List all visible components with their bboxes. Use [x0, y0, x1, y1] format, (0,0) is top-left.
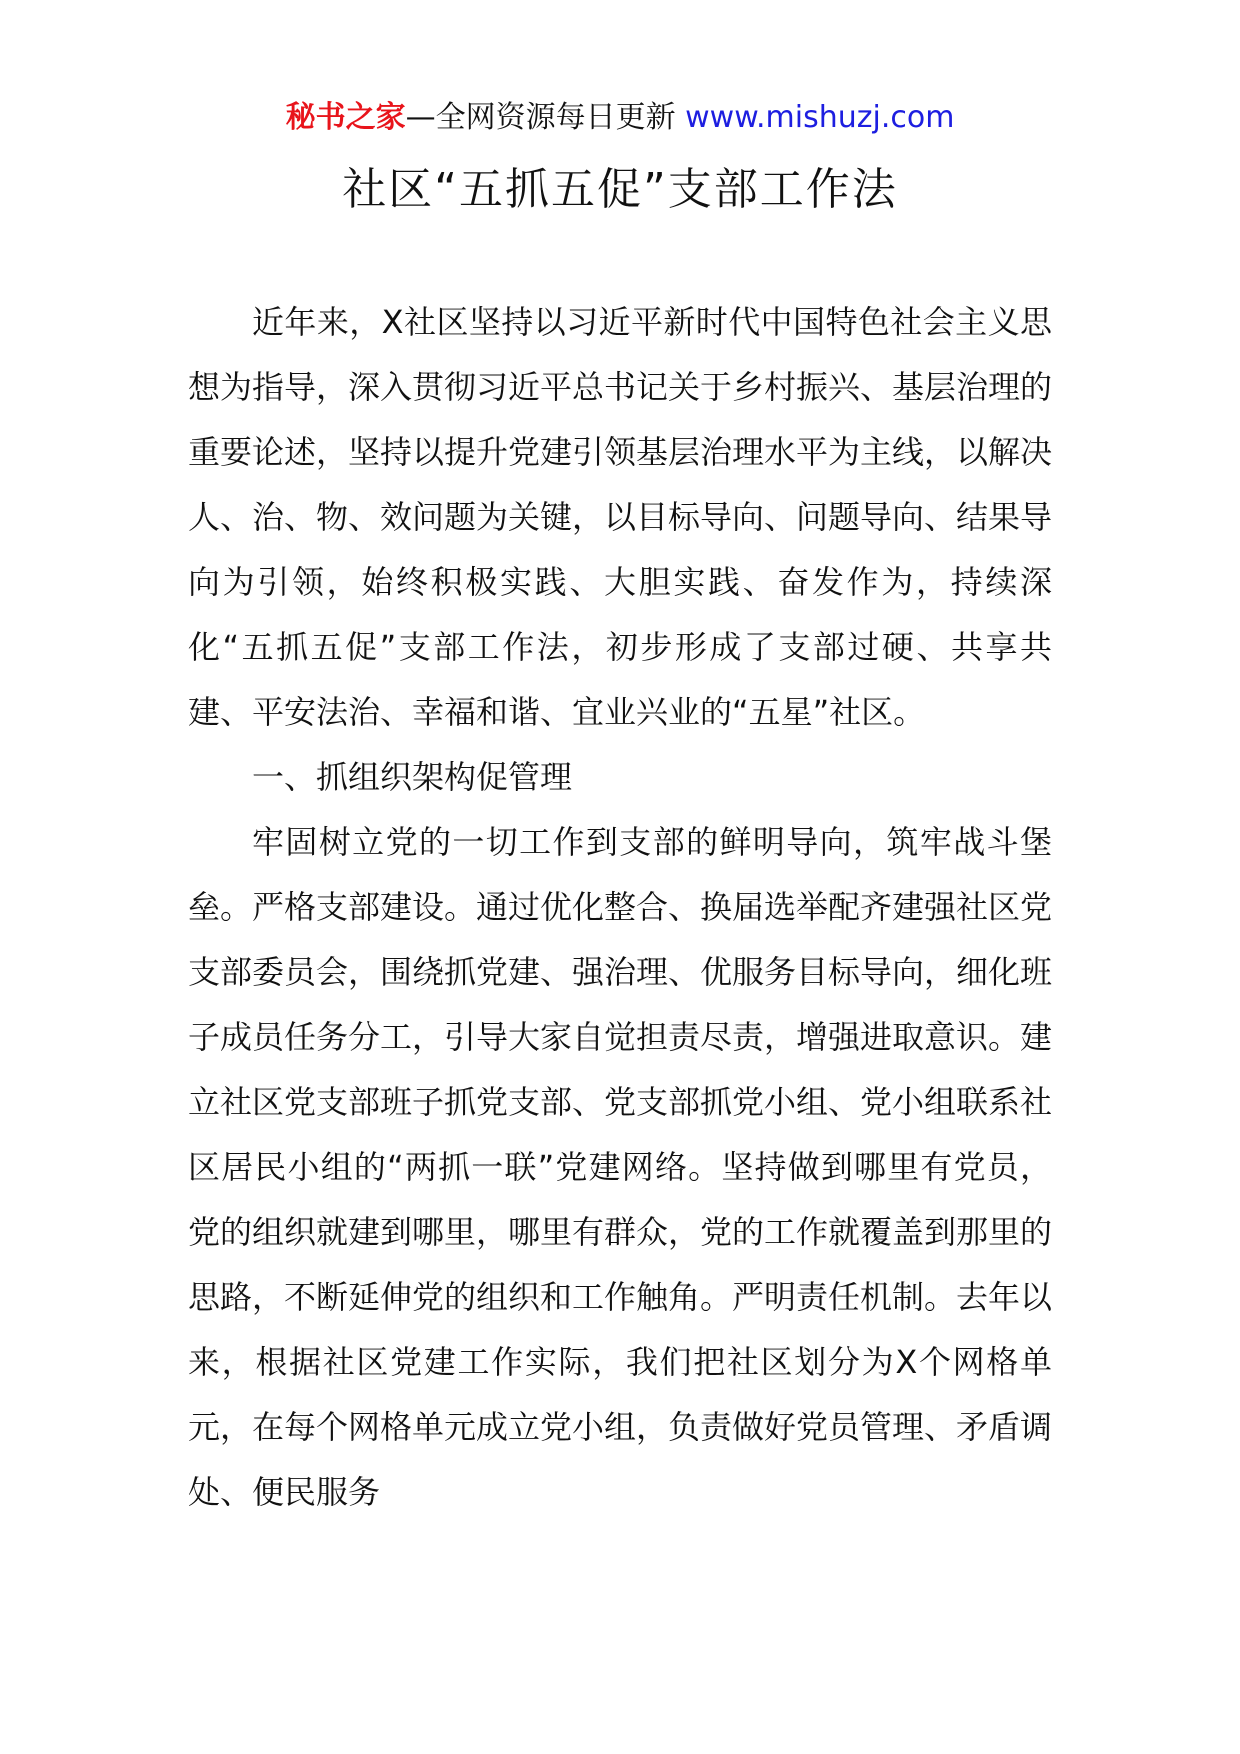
- watermark-header: [0, 98, 1240, 138]
- document-title: 社区“五抓五促”支部工作法: [342, 164, 898, 215]
- brand-name: 秘书之家: [285, 100, 406, 135]
- intro-paragraph: 近年来，X社区坚持以习近平新时代中国特色社会主义思想为指导，深入贯彻习近平总书记关于乡村振兴、基层治理的重要论述，坚持以提升党建引领基层治理水平为主线，以解决人、治、物、效问题为关键，以目标导向、问题导向、结果导向为引领，始终积极实践、大胆实践、奋发作为，持续深化“五抓五促”支部工作法，初步形成了支部过硬、共享共建、平安法治、幸福和谐、宜业兴业的“五星”社区。: [188, 303, 1053, 731]
- section-heading: 一、抓组织架构促管理: [252, 758, 573, 796]
- document-body: [188, 290, 1052, 1525]
- website-link[interactable]: www.mishuzj.com: [685, 100, 955, 135]
- header-slogan: —全网资源每日更新: [405, 100, 676, 135]
- section-paragraph: 牢固树立党的一切工作到支部的鲜明导向，筑牢战斗堡垒。严格支部建设。通过优化整合、换届选举配齐建强社区党支部委员会，围绕抓党建、强治理、优服务目标导向，细化班子成员任务分工，引导大家自觉担责尽责，增强进取意识。建立社区党支部班子抓党支部、党支部抓党小组、党小组联系社区居民小组的“两抓一联”党建网络。坚持做到哪里有党员，党的组织就建到哪里，哪里有群众，党的工作就覆盖到那里的思路，不断延伸党的组织和工作触角。严明责任机制。去年以来，根据社区党建工作实际，我们把社区划分为X个网格单元，在每个网格单元成立党小组，负责做好党员管理、矛盾调处、便民服务: [188, 823, 1053, 1511]
